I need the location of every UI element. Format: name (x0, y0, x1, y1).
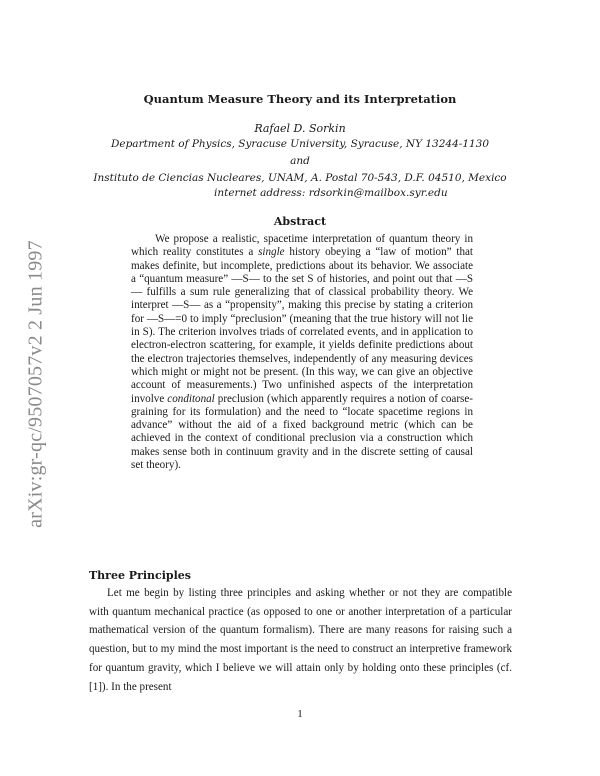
section-body: Let me begin by listing three principles and asking whether or not they are compatible with quantum mechanical practice (as opposed to one or another interpretation of a particular mathematical version of the quantum formalism). There are many reasons for raising such a question, but to my mind the most important is the need to construct an interpretive framework for quantum gravity, which I believe we will attain only by holding onto these principles (cf. [1]). In the present (89, 587, 512, 693)
abstract-text-part: preclusion (which apparently requires a notion of coarse-graining for its formulation) and the need to “locate spacetime regions in advance” without the aid of a fixed background metric (which can be achieved in the context of conditional preclusion via a construction which makes sense both in continuum gravity and in the discrete setting of causal set theory). (131, 392, 473, 472)
paper-title: Quantum Measure Theory and its Interpretation (143, 92, 457, 106)
affiliation-primary: Department of Physics, Syracuse University, Syracuse, NY 13244-1130 (110, 138, 490, 150)
abstract-emphasis-conditional: conditonal (167, 392, 215, 405)
author-email: internet address: rdsorkin@mailbox.syr.edu (214, 187, 448, 199)
abstract-text-part: history obeying a “law of motion” that makes definite, but incomplete, predictions about its behavior. We associate a “quantum measure” —S— to the set S of histories, and point out that —S— fulfills a sum rule generalizing that of classical probability theory. We interpret —S— as a “propensity”, making this precise by stating a criterion for —S—=0 to imply “preclusion” (meaning that the true history will not lie in S). The criterion involves triads of correlated events, and in application to electron-electron scattering, for example, it yields definite predictions about the electron trajectories themselves, independently of any measuring devices which might or might not be present. (In this way, we can give an objective account of measurements.) Two unfinished aspects of the interpretation involve (131, 246, 473, 405)
author-name: Rafael D. Sorkin (254, 122, 346, 135)
page-number: 1 (297, 708, 303, 720)
abstract-text-part: We propose a realistic, spacetime interpretation of quantum theory in which reality constitutes a (131, 233, 473, 259)
abstract-body (131, 233, 473, 472)
abstract-heading: Abstract (273, 215, 327, 228)
abstract-emphasis-single: single (258, 246, 285, 259)
affiliation-secondary: Instituto de Ciencias Nucleares, UNAM, A. Postal 70-543, D.F. 04510, Mexico (93, 172, 507, 184)
section-heading: Three Principles (89, 569, 191, 582)
arxiv-identifier: arXiv:gr-qc/9507057v2 2 Jun 1997 (24, 240, 47, 528)
affiliation-conjunction: and (290, 155, 310, 167)
